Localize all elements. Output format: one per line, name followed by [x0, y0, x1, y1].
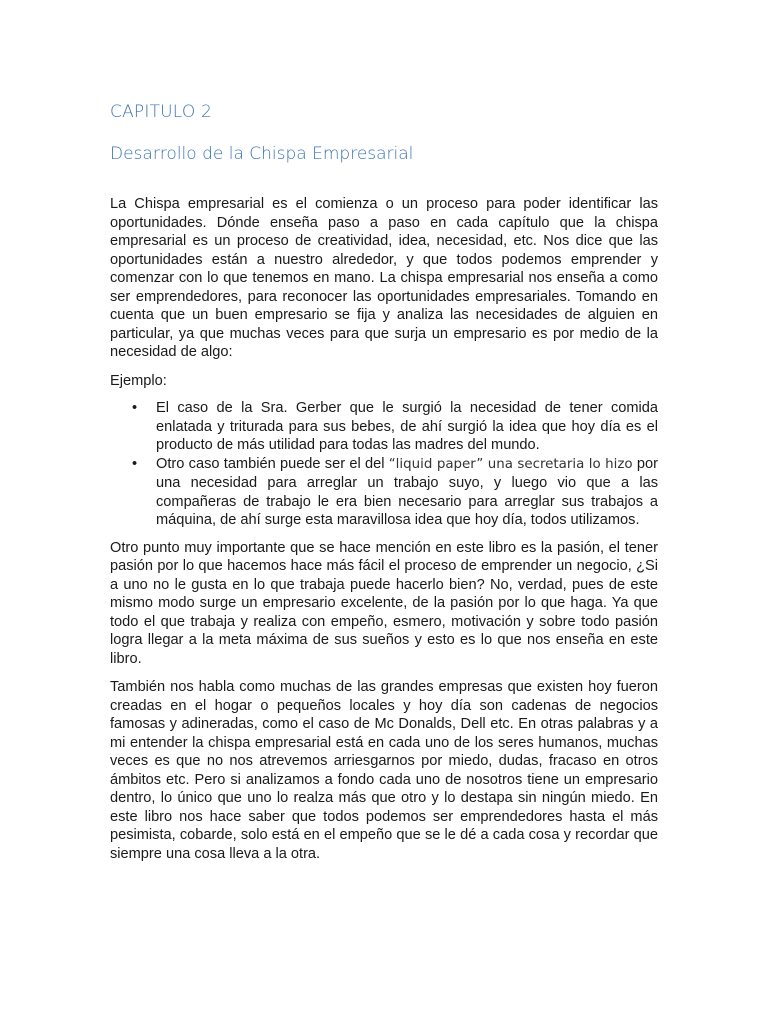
list-item [132, 455, 658, 530]
paragraph-companies: También nos habla como muchas de las grandes empresas que existen hoy fueron creadas en el hogar o pequeños locales y hoy día son cadenas de negocios famosas y adineradas, como el caso de Mc Donalds, Dell etc. En otras palabras y a mi entender la chispa empresarial está en cada uno de los seres humanos, muchas veces es que no nos atrevemos arriesgarnos por miedo, dudas, fracaso en otros ámbitos etc. Pero si analizamos a fondo cada uno de nosotros tiene un empresario dentro, lo único que uno lo realza más que otro y lo destapa sin ningún miedo. En este libro nos hace saber que todos podemos ser emprendedores hasta el más pesimista, cobarde, solo está en el empeño que se le dé a cada cosa y recordar que siempre una cosa lleva a la otra. [110, 679, 658, 862]
example-label: Ejemplo: [110, 372, 167, 389]
chapter-heading: CAPITULO 2 [110, 102, 213, 122]
examples-list [110, 399, 658, 530]
section-subtitle: Desarrollo de la Chispa Empresarial [110, 144, 414, 164]
paragraph-intro: La Chispa empresarial es el comienza o un proceso para poder identificar las oportunidades. Dónde enseña paso a paso en cada capítulo que la chispa empresarial es un proceso de creatividad, idea, necesidad, etc. Nos dice que las oportunidades están a nuestro alrededor, y que todos podemos emprender y comenzar con lo que tenemos en mano. La chispa empresarial nos enseña a como ser emprendedores, para reconocer las oportunidades empresariales. Tomando en cuenta que un buen empresario se fija y analiza las necesidades de alguien en particular, ya que muchas veces para que surja un empresario es por medio de la necesidad de algo: [110, 196, 658, 360]
example-text-liquid-paper-start: Otro caso también puede ser el del [156, 455, 389, 472]
example-text-liquid-paper-highlight: “liquid paper” una secretaria lo hizo [388, 456, 633, 472]
list-item [132, 399, 658, 455]
example-text-liquid-paper-end: por una necesidad para arreglar un trabajo suyo, y luego vio que a las compañeras de trabajo le era bien necesario para arreglar sus trabajos a máquina, de ahí surge esta maravillosa idea que hoy día, todos utilizamos. [156, 455, 658, 528]
example-text-gerber: El caso de la Sra. Gerber que le surgió la necesidad de tener comida enlatada y triturada para sus bebes, de ahí surgió la idea que hoy día es el producto de más utilidad para todas las madres del mundo. [156, 400, 658, 453]
bullet-icon: • [132, 455, 138, 472]
paragraph-passion: Otro punto muy importante que se hace mención en este libro es la pasión, el tener pasión por lo que hacemos hace más fácil el proceso de emprender un negocio, ¿Si a uno no le gusta en lo que trabaja puede hacerlo bien? No, verdad, pues de este mismo modo surge un empresario excelente, de la pasión por lo que haga. Ya que todo el que trabaja y realiza con empeño, esmero, motivación y sobre todo pasión logra llegar a la meta máxima de sus sueños y esto es lo que nos enseña en este libro. [110, 539, 658, 667]
bullet-icon: • [132, 400, 138, 416]
